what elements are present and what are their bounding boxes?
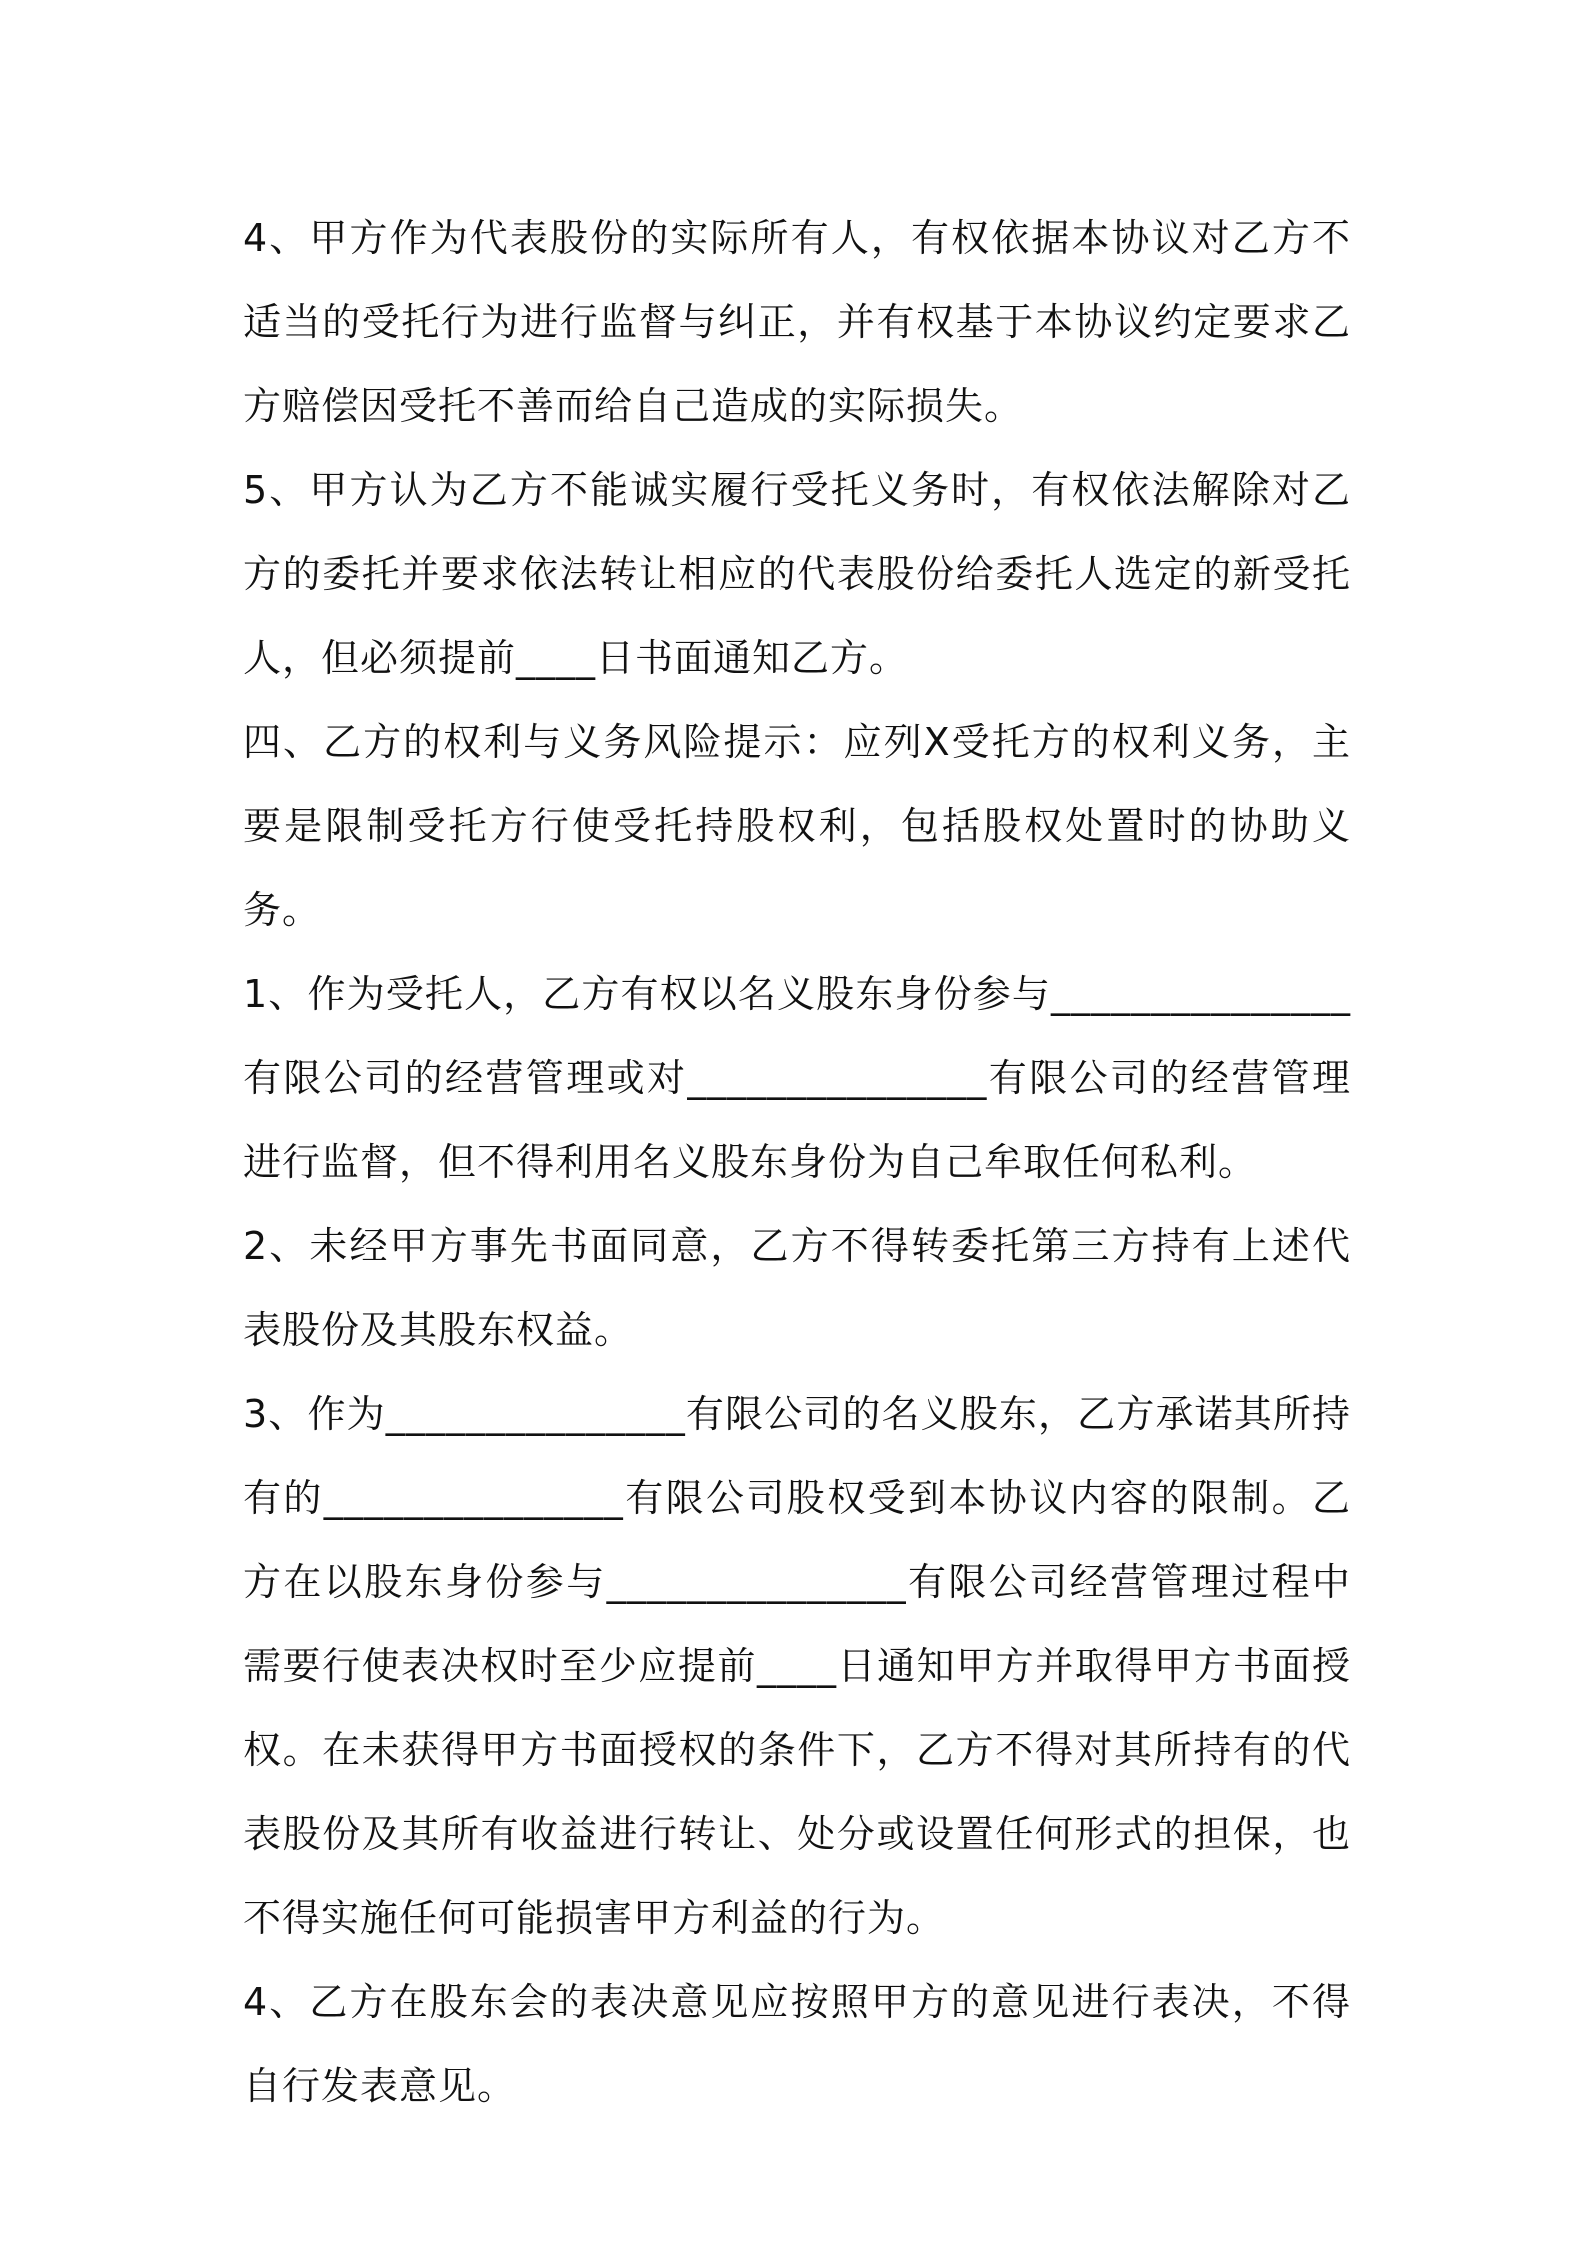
clause-4-4-paragraph: 4、乙方在股东会的表决意见应按照甲方的意见进行表决，不得自行发表意见。 (243, 1980, 1351, 2108)
clause-4-1-paragraph: 1、作为受托人，乙方有权以名义股东身份参与_______________有限公司的经营管理或对_______________有限公司的经营管理进行监督，但不得利用名义股东身份为自己牟取任何私利。 (243, 972, 1351, 1184)
clause-4-2-paragraph: 2、未经甲方事先书面同意，乙方不得转委托第三方持有上述代表股份及其股东权益。 (243, 1224, 1351, 1352)
clause-3-4-paragraph: 4、甲方作为代表股份的实际所有人，有权依据本协议对乙方不适当的受托行为进行监督与纠正，并有权基于本协议约定要求乙方赔偿因受托不善而给自己造成的实际损失。 (243, 216, 1351, 428)
document-body (243, 196, 1351, 2128)
clause-3-5-paragraph: 5、甲方认为乙方不能诚实履行受托义务时，有权依法解除对乙方的委托并要求依法转让相应的代表股份给委托人选定的新受托人，但必须提前____日书面通知乙方。 (243, 468, 1351, 680)
clause-4-3-paragraph: 3、作为_______________有限公司的名义股东，乙方承诺其所持有的_______________有限公司股权受到本协议内容的限制。乙方在以股东身份参与_______________有限公司经营管理过程中需要行使表决权时至少应提前____日通知甲方并取得甲方书面授权。在未获得甲方书面授权的条件下，乙方不得对其所持有的代表股份及其所有收益进行转让、处分或设置任何形式的担保，也不得实施任何可能损害甲方利益的行为。 (243, 1392, 1351, 1940)
section-4-heading-paragraph: 四、乙方的权利与义务风险提示：应列X受托方的权利义务，主要是限制受托方行使受托持股权利，包括股权处置时的协助义务。 (243, 720, 1351, 932)
